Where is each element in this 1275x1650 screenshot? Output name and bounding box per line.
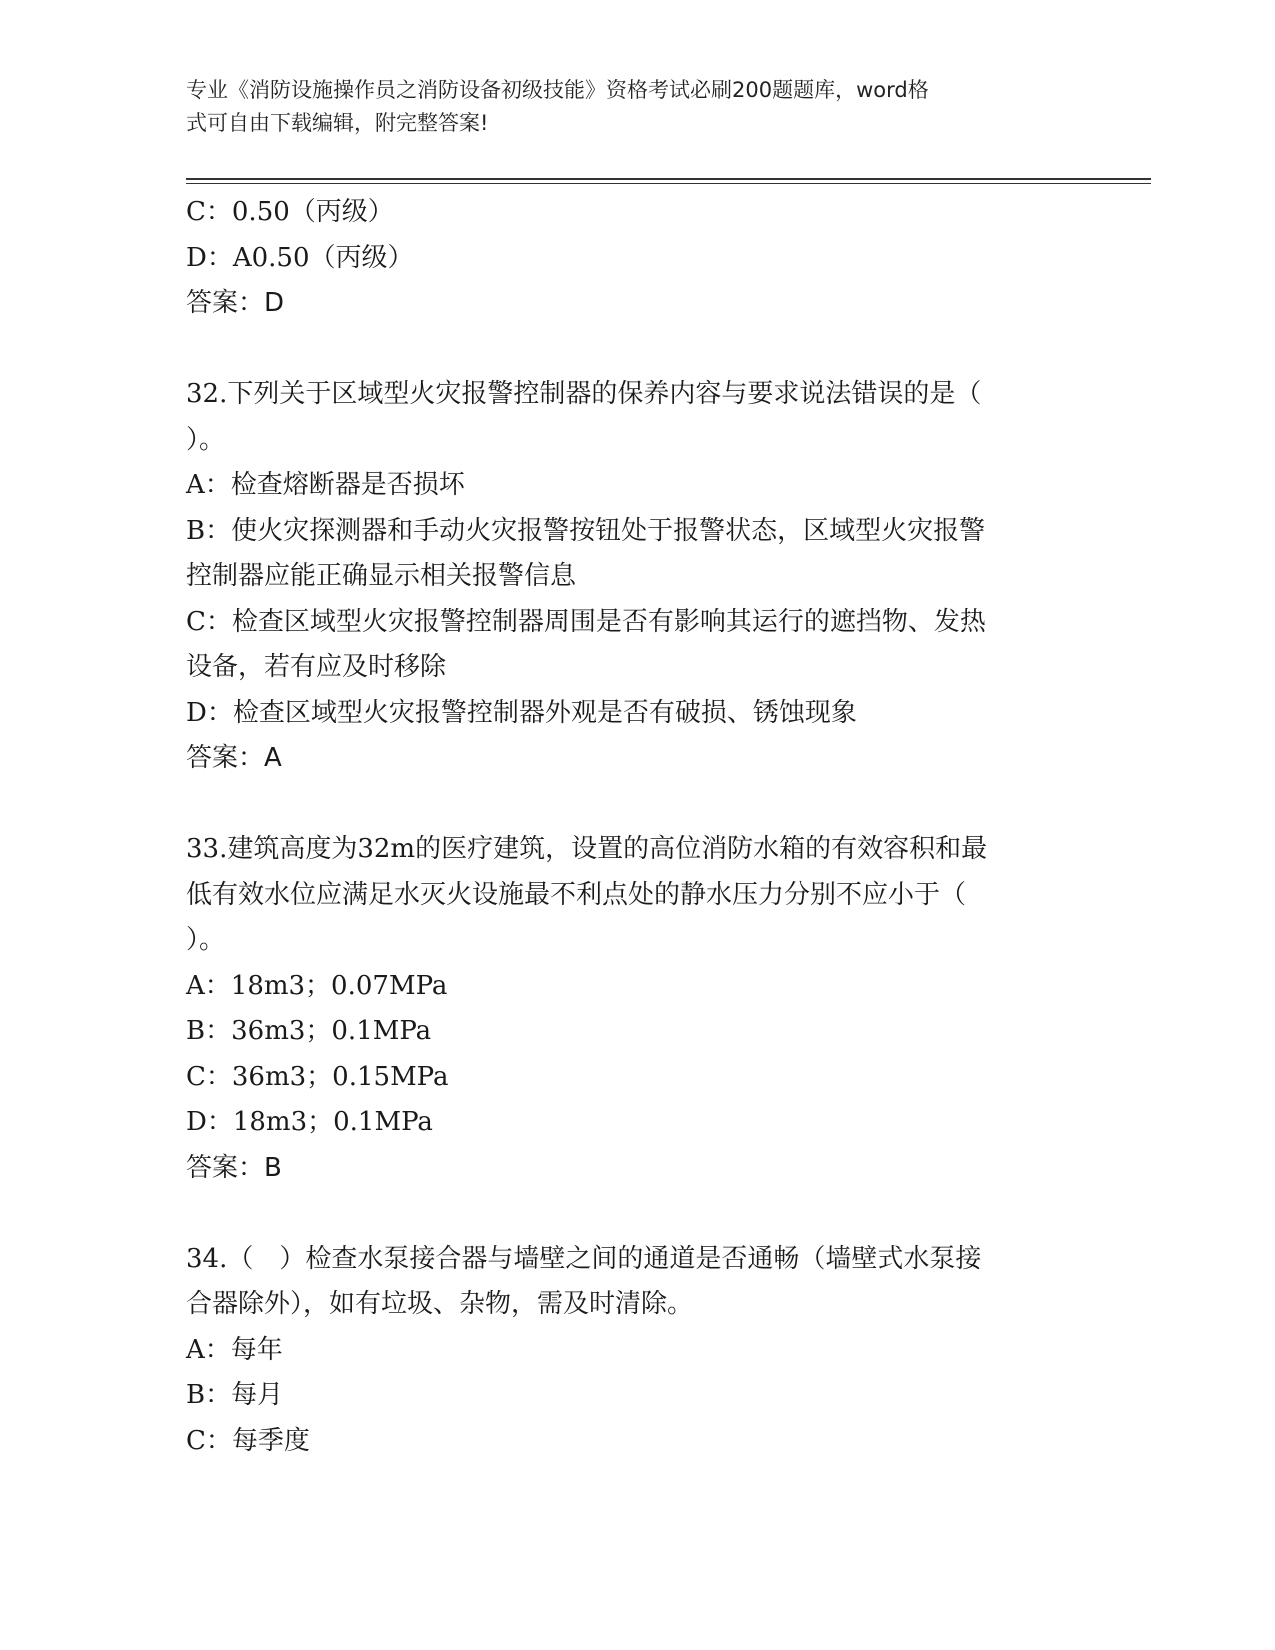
option-b: B：36m3；0.1MPa [186, 1016, 432, 1046]
option-c: C：36m3；0.15MPa [186, 1061, 449, 1092]
option-d: D：A0.50（丙级） [186, 242, 414, 273]
question-31-tail [186, 190, 1086, 327]
header-divider-thin [186, 183, 1151, 184]
question-stem-cont: 合器除外），如有垃圾、杂物，需及时清除。 [186, 1289, 694, 1319]
spacer [186, 327, 1086, 373]
option-c-cont: 设备，若有应及时移除 [186, 652, 447, 682]
option-a: A：每年 [186, 1334, 283, 1365]
question-stem-cont: ）。 [186, 925, 226, 955]
question-32 [186, 372, 1086, 782]
question-33 [186, 827, 1086, 1191]
question-34 [186, 1237, 1086, 1465]
question-stem: 33.建筑高度为32m的医疗建筑，设置的高位消防水箱的有效容积和最 [186, 834, 988, 864]
option-b-cont: 控制器应能正确显示相关报警信息 [186, 561, 577, 591]
answer: 答案：B [186, 1152, 282, 1183]
question-content [186, 190, 1086, 1464]
option-c: C：0.50（丙级） [186, 197, 394, 227]
question-stem: 34.（ ）检查水泵接合器与墙壁之间的通道是否通畅（墙壁式水泵接 [186, 1243, 982, 1274]
option-c: C：每季度 [186, 1425, 310, 1456]
spacer [186, 1191, 1086, 1237]
option-b: B：使火灾探测器和手动火灾报警按钮处于报警状态，区域型火灾报警 [186, 515, 986, 546]
question-stem-cont: 低有效水位应满足水灭火设施最不利点处的静水压力分别不应小于（ [186, 879, 967, 910]
option-d: D：18m3；0.1MPa [186, 1107, 433, 1137]
answer: 答案：A [186, 743, 282, 773]
option-c: C：检查区域型火灾报警控制器周围是否有影响其运行的遮挡物、发热 [186, 606, 986, 637]
question-stem: 32.下列关于区域型火灾报警控制器的保养内容与要求说法错误的是（ [186, 379, 982, 409]
header-line-1: 专业《消防设施操作员之消防设备初级技能》资格考试必刷200题题库，word格 [186, 78, 929, 102]
page-header [186, 74, 1076, 140]
spacer [186, 782, 1086, 828]
option-d: D：检查区域型火灾报警控制器外观是否有破损、锈蚀现象 [186, 697, 857, 728]
option-a: A：检查熔断器是否损坏 [186, 470, 465, 500]
answer: 答案：D [186, 288, 285, 318]
question-stem-cont: ）。 [186, 424, 226, 455]
option-a: A：18m3；0.07MPa [186, 970, 448, 1001]
header-divider-thick [186, 178, 1151, 180]
header-line-2: 式可自由下载编辑，附完整答案! [186, 111, 489, 135]
option-b: B：每月 [186, 1380, 284, 1410]
